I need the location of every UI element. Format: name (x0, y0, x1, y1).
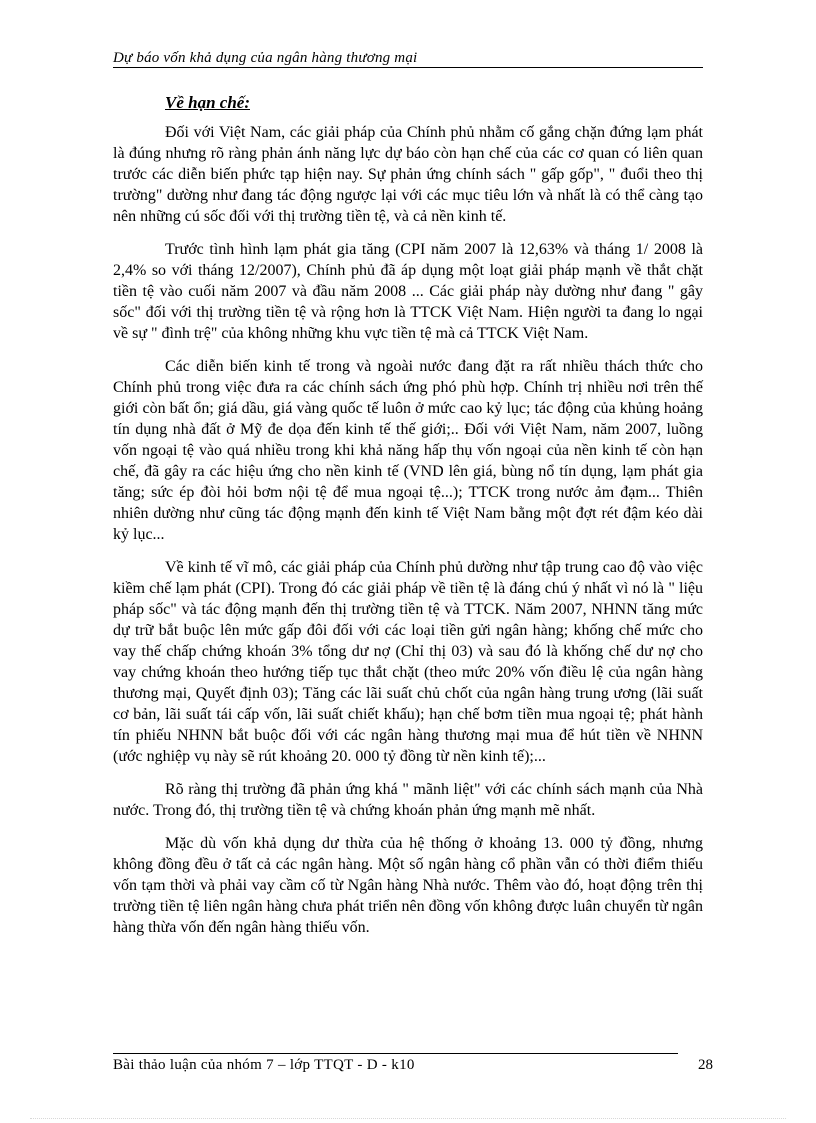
paragraph-1: Đối với Việt Nam, các giải pháp của Chính phủ nhằm cố gắng chặn đứng lạm phát là đúng nhưng rõ ràng phản ánh năng lực dự báo còn hạn chế của các cơ quan có liên quan trước các diễn biến phức tạp hiện nay. Sự phản ứng chính sách " gấp gốp", " đuổi theo thị trường" dường như đang tác động ngược lại với các mục tiêu lớn và nhất là có thể càng tạo nên những cú sốc đối với thị trường tiền tệ, và cả nền kinh tế. (113, 124, 703, 225)
section-title: Về hạn chế: (165, 93, 250, 112)
page-number: 28 (698, 1057, 713, 1073)
page-edge-dotted-line (30, 1118, 786, 1119)
header-divider (113, 67, 703, 68)
paragraph-6: Mặc dù vốn khả dụng dư thừa của hệ thống ở khoảng 13. 000 tỷ đồng, nhưng không đồng đều ở tất cả các ngân hàng. Một số ngân hàng cổ phần vẫn có thời điểm thiếu vốn tạm thời và phải vay cầm cố từ Ngân hàng Nhà nước. Thêm vào đó, hoạt động trên thị trường tiền tệ liên ngân hàng chưa phát triển nên đồng vốn không được luân chuyển từ ngân hàng thừa vốn đến ngân hàng thiếu vốn. (113, 835, 703, 936)
paragraph-4: Về kinh tế vĩ mô, các giải pháp của Chính phủ dường như tập trung cao độ vào việc kiềm chế lạm phát (CPI). Trong đó các giải pháp về tiền tệ là đáng chú ý nhất vì nó là " liệu pháp sốc" và tác động mạnh đến thị trường tiền tệ và TTCK. Năm 2007, NHNN tăng mức dự trữ bắt buộc lên mức gấp đôi đối với các loại tiền gửi ngân hàng; khống chế mức cho vay thế chấp chứng khoán 3% tổng dư nợ (Chỉ thị 03) và sau đó là khống chế dư nợ cho vay chứng khoán theo hướng tiếp tục thắt chặt (theo mức 20% vốn điều lệ của ngân hàng thương mại, Quyết định 03); Tăng các lãi suất chủ chốt của ngân hàng trung ương (lãi suất cơ bản, lãi suất tái cấp vốn, lãi suất chiết khấu); hạn chế bơm tiền mua ngoại tệ; phát hành tín phiếu NHNN bắt buộc đối với các ngân hàng thương mại mua để hút tiền về NHNN (ước nghiệp vụ này sẽ rút khoảng 20. 000 tỷ đồng từ nền kinh tế);... (113, 559, 703, 765)
header-title: Dự báo vốn khả dụng của ngân hàng thương mại (113, 50, 418, 66)
paragraph-5: Rõ ràng thị trường đã phản ứng khá " mãnh liệt" với các chính sách mạnh của Nhà nước. Trong đó, thị trường tiền tệ và chứng khoán phản ứng mạnh mẽ nhất. (113, 781, 703, 819)
footer-divider (113, 1053, 678, 1054)
main-content (113, 93, 703, 950)
footer-text: Bài thảo luận của nhóm 7 – lớp TTQT - D - k10 (113, 1057, 415, 1073)
paragraph-3: Các diễn biến kinh tế trong và ngoài nước đang đặt ra rất nhiều thách thức cho Chính phủ trong việc đưa ra các chính sách ứng phó phù hợp. Chính trị nhiều nơi trên thế giới còn bất ổn; giá dầu, giá vàng quốc tế luôn ở mức cao kỷ lục; tác động của khủng hoảng tín dụng nhà đất ở Mỹ đe dọa đến kinh tế thế giới;.. Đối với Việt Nam, năm 2007, luồng vốn ngoại tệ vào quá nhiều trong khi khả năng hấp thụ vốn ngoại của nền kinh tế còn hạn chế, đã gây ra các hiệu ứng cho nền kinh tế (VND lên giá, bùng nổ tín dụng, lạm phát gia tăng; sức ép đòi hỏi bơm nội tệ để mua ngoại tệ...); TTCK trong nước ảm đạm... Thiên nhiên dường như cũng tác động mạnh đến kinh tế Việt Nam bằng một đợt rét đậm kéo dài kỷ lục... (113, 358, 703, 543)
paragraph-2: Trước tình hình lạm phát gia tăng (CPI năm 2007 là 12,63% và tháng 1/ 2008 là 2,4% so với tháng 12/2007), Chính phủ đã áp dụng một loạt giải pháp mạnh về thắt chặt tiền tệ vào cuối năm 2007 và đầu năm 2008 ... Các giải pháp này dường như đang " gây sốc" đối với thị trường tiền tệ và rộng hơn là TTCK Việt Nam. Hiện người ta đang lo ngại về sự " đình trệ" của không những khu vực tiền tệ mà cả TTCK Việt Nam. (113, 241, 703, 342)
